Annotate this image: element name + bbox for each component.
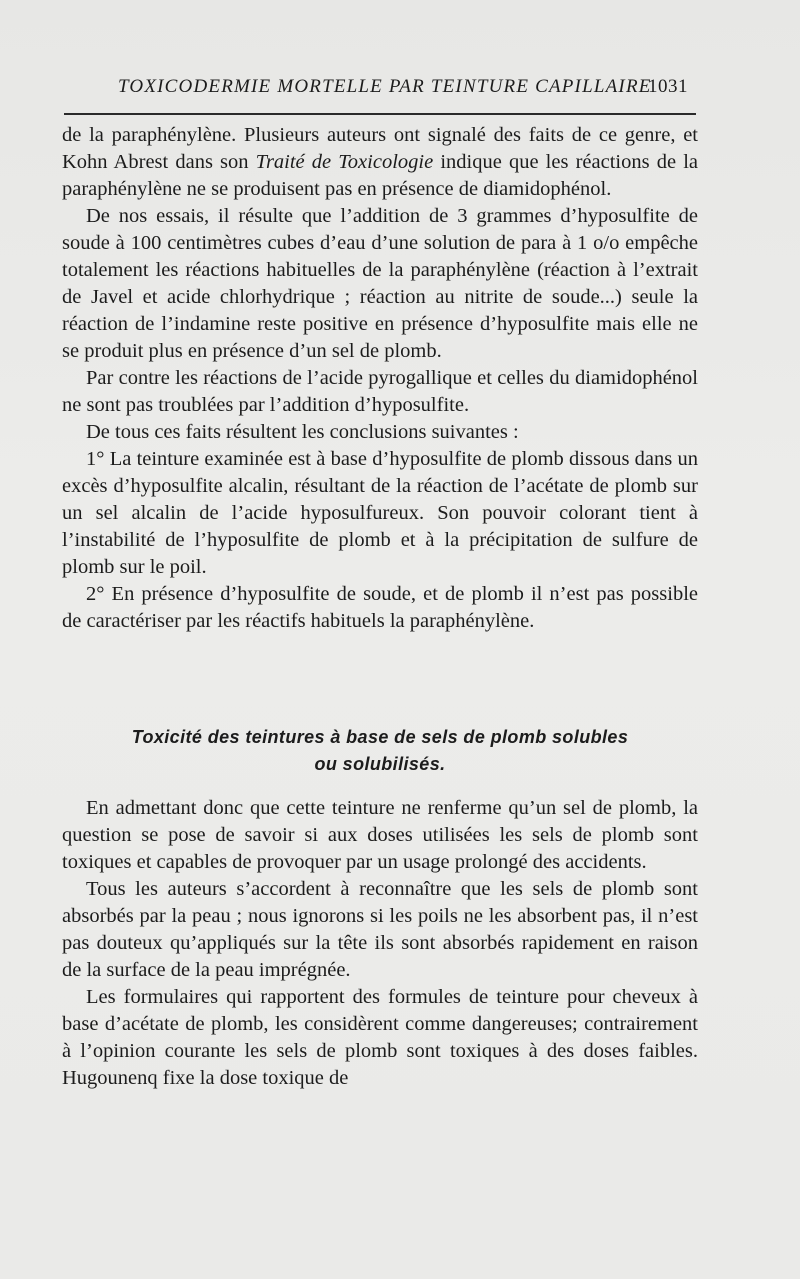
section-heading [62, 724, 698, 778]
paragraph: 1° La teinture examinée est à base d’hyposulfite de plomb dissous dans un excès d’hyposulfite alcalin, résultant de la réaction de l’acétate de plomb sur un sel alcalin de l’acide hyposulfureux. Son pouvoir colorant tient à l’instabilité de l’hyposulfite de plomb et à la précipitation de sulfure de plomb sur le poil. [62, 448, 698, 578]
paragraph: Les formulaires qui rapportent des formules de teinture pour cheveux à base d’acétate de plomb, les considèrent comme dangereuses; contrairement à l’opinion courante les sels de plomb sont toxiques à des doses faibles. Hugounenq fixe la dose toxique de [62, 986, 698, 1089]
paragraph: De nos essais, il résulte que l’addition de 3 grammes d’hyposulfite de soude à 100 centimètres cubes d’eau d’une solution de para à 1 o/o empêche totalement les réactions habituelles de la paraphénylène (réaction à l’extrait de Javel et acide chlorhydrique ; réaction au nitrite de soude...) seule la réaction de l’indamine reste positive en présence d’hyposulfite mais elle ne se produit plus en présence d’un sel de plomb. [62, 205, 698, 362]
running-title: TOXICODERMIE MORTELLE PAR TEINTURE CAPILLAIRE [118, 76, 652, 97]
paragraph: 2° En présence d’hyposulfite de soude, et de plomb il n’est pas possible de caractériser par les réactifs habituels la paraphénylène. [62, 583, 698, 632]
paragraph: De tous ces faits résultent les conclusions suivantes : [86, 421, 519, 443]
book-title: Traité de Toxicologie [255, 151, 434, 173]
running-head [118, 76, 688, 100]
header-rule [64, 113, 696, 115]
body-text-lower [62, 795, 698, 1092]
section-heading-line: ou solubilisés. [314, 754, 446, 774]
page-number: 1031 [648, 76, 688, 97]
body-text-upper [62, 122, 698, 635]
paragraph: Par contre les réactions de l’acide pyrogallique et celles du diamidophénol ne sont pas troublées par l’addition d’hyposulfite. [62, 367, 698, 416]
paragraph: de la paraphénylène. Plusieurs auteurs ont signalé des faits de ce genre, et Kohn Abrest dans son Traité de Toxicologie indique que les réactions de la paraphénylène ne se produisent pas en présence de diamidophénol. [62, 124, 698, 200]
paragraph: Tous les auteurs s’accordent à reconnaître que les sels de plomb sont absorbés par la peau ; nous ignorons si les poils ne les absorbent pas, il n’est pas douteux qu’appliqués sur la tête ils sont absorbés rapidement en raison de la surface de la peau imprégnée. [62, 878, 698, 981]
section-heading-line: Toxicité des teintures à base de sels de plomb solubles [131, 727, 629, 747]
paragraph: En admettant donc que cette teinture ne renferme qu’un sel de plomb, la question se pose de savoir si aux doses utilisées les sels de plomb sont toxiques et capables de provoquer par un usage prolongé des accidents. [62, 797, 698, 873]
